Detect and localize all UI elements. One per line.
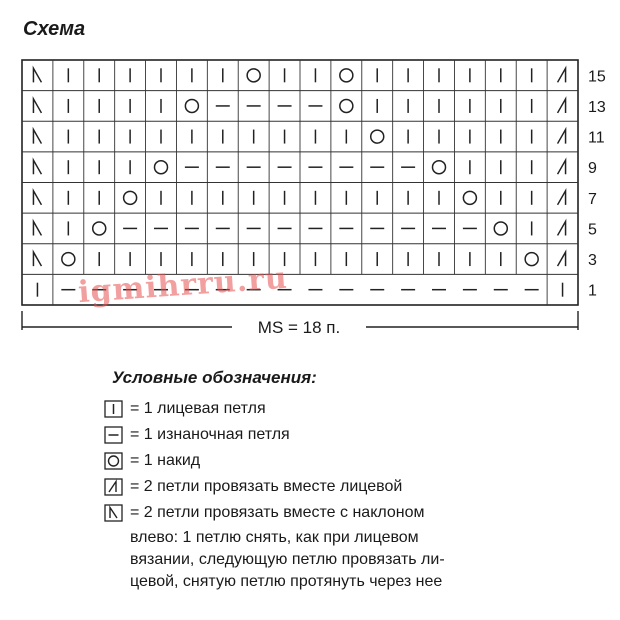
legend-text-yo: = 1 накид — [130, 452, 201, 469]
chart-grid — [22, 60, 578, 305]
ssk-stitch — [33, 221, 41, 235]
yarn-over-icon — [104, 452, 124, 470]
k2tog-stitch — [558, 191, 566, 205]
watermark: igmihrru.ru — [77, 260, 289, 311]
row-number: 5 — [588, 221, 597, 239]
yarn-over — [124, 191, 137, 204]
legend-text-purl: = 1 изнаночная петля — [130, 426, 290, 443]
legend-text-ssk: = 2 петли провязать вместе с наклоном — [130, 504, 425, 521]
knit-stitch-icon — [104, 400, 124, 418]
legend-text-knit: = 1 лицевая петля — [130, 400, 266, 417]
row-number: 11 — [588, 129, 605, 147]
row-number: 3 — [588, 252, 597, 270]
yarn-over — [371, 130, 384, 143]
yarn-over — [155, 161, 168, 174]
yarn-over — [525, 253, 538, 266]
yarn-over — [93, 222, 106, 235]
ssk-stitch — [33, 68, 41, 82]
k2tog-stitch — [558, 160, 566, 174]
yarn-over — [433, 161, 446, 174]
ssk-stitch — [33, 252, 41, 266]
k2tog-stitch — [558, 99, 566, 113]
legend-title: Условные обозначения: — [112, 368, 317, 387]
diagram-title: Схема — [23, 18, 86, 40]
stitch-count-label: MS = 18 п. — [257, 318, 341, 337]
ssk-icon — [104, 504, 124, 522]
row-number: 9 — [588, 160, 597, 178]
legend-item-ssk — [104, 501, 445, 527]
row-number: 13 — [588, 98, 606, 116]
k2tog-stitch — [558, 130, 566, 144]
stitch-count-bracket — [22, 311, 578, 337]
legend-item-yo — [104, 449, 445, 475]
legend-item-knit — [104, 397, 445, 423]
yarn-over — [494, 222, 507, 235]
legend-item-purl — [104, 423, 445, 449]
row-number: 7 — [588, 190, 597, 208]
row-number: 15 — [588, 68, 606, 86]
ssk-stitch — [33, 191, 41, 205]
legend-ssk-continuation-3: цевой, снятую петлю протянуть через нее — [130, 573, 443, 590]
yarn-over — [340, 99, 353, 112]
legend — [104, 397, 445, 593]
k2tog-stitch — [558, 252, 566, 266]
ssk-stitch — [33, 160, 41, 174]
yarn-over — [340, 69, 353, 82]
legend-text-k2tog: = 2 петли провязать вместе лицевой — [130, 478, 403, 495]
legend-item-k2tog — [104, 475, 445, 501]
ssk-stitch — [33, 130, 41, 144]
k2tog-stitch — [558, 68, 566, 82]
k2tog-stitch — [558, 221, 566, 235]
legend-ssk-continuation-2: вязании, следующую петлю провязать ли- — [130, 551, 445, 568]
k2tog-icon — [104, 478, 124, 496]
row-number: 1 — [588, 282, 597, 300]
yarn-over — [62, 253, 75, 266]
ssk-stitch — [33, 99, 41, 113]
row-numbers — [588, 68, 606, 299]
legend-ssk-continuation-1: влево: 1 петлю снять, как при лицевом — [130, 529, 419, 546]
purl-stitch-icon — [104, 426, 124, 444]
yarn-over — [247, 69, 260, 82]
yarn-over — [463, 191, 476, 204]
yarn-over — [185, 99, 198, 112]
